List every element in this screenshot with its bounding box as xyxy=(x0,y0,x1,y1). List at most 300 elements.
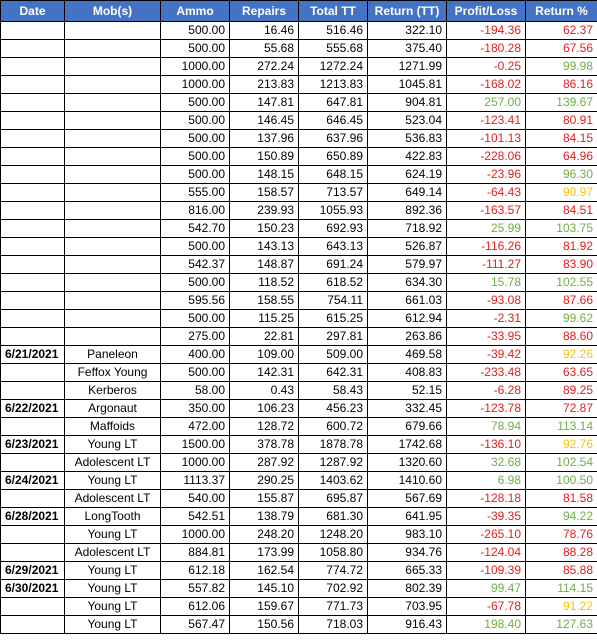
profit-loss-cell[interactable]: 78.94 xyxy=(447,418,526,436)
return-tt-cell[interactable]: 536.83 xyxy=(368,130,447,148)
mob-cell[interactable] xyxy=(65,94,161,112)
return-pct-cell[interactable]: 67.56 xyxy=(526,40,597,58)
return-pct-cell[interactable]: 94.22 xyxy=(526,508,597,526)
profit-loss-cell[interactable]: -93.08 xyxy=(447,292,526,310)
mob-cell[interactable] xyxy=(65,148,161,166)
repairs-cell[interactable]: 239.93 xyxy=(230,202,299,220)
profit-loss-cell[interactable]: -33.95 xyxy=(447,328,526,346)
repairs-cell[interactable]: 158.55 xyxy=(230,292,299,310)
date-cell[interactable]: 6/21/2021 xyxy=(1,346,65,364)
profit-loss-cell[interactable]: -228.06 xyxy=(447,148,526,166)
mob-cell[interactable] xyxy=(65,40,161,58)
date-cell[interactable] xyxy=(1,310,65,328)
table-row xyxy=(1,238,597,256)
date-cell[interactable] xyxy=(1,526,65,544)
mob-cell[interactable] xyxy=(65,328,161,346)
profit-loss-cell[interactable]: -111.27 xyxy=(447,256,526,274)
return-tt-cell[interactable]: 322.10 xyxy=(368,22,447,40)
repairs-cell[interactable]: 55.68 xyxy=(230,40,299,58)
return-pct-cell[interactable]: 80.91 xyxy=(526,112,597,130)
table-row xyxy=(1,382,597,400)
date-cell[interactable]: 6/22/2021 xyxy=(1,400,65,418)
table-row xyxy=(1,436,597,454)
profit-loss-cell[interactable]: 32.68 xyxy=(447,454,526,472)
repairs-cell[interactable]: 173.99 xyxy=(230,544,299,562)
ammo-cell[interactable]: 500.00 xyxy=(161,130,230,148)
table-row xyxy=(1,40,597,58)
repairs-cell[interactable]: 148.87 xyxy=(230,256,299,274)
profit-loss-cell[interactable]: -265.10 xyxy=(447,526,526,544)
ammo-cell[interactable]: 500.00 xyxy=(161,148,230,166)
date-cell[interactable]: 6/24/2021 xyxy=(1,472,65,490)
return-tt-cell[interactable]: 679.66 xyxy=(368,418,447,436)
table-row xyxy=(1,562,597,580)
date-cell[interactable] xyxy=(1,148,65,166)
table-body xyxy=(1,22,597,634)
ammo-cell[interactable]: 612.06 xyxy=(161,598,230,616)
total-tt-cell[interactable]: 648.15 xyxy=(299,166,368,184)
mob-cell[interactable]: Paneleon xyxy=(65,346,161,364)
return-tt-cell[interactable]: 408.83 xyxy=(368,364,447,382)
header-total-tt[interactable]: Total TT xyxy=(299,1,368,22)
total-tt-cell[interactable]: 695.87 xyxy=(299,490,368,508)
mob-cell[interactable] xyxy=(65,184,161,202)
return-tt-cell[interactable]: 634.30 xyxy=(368,274,447,292)
repairs-cell[interactable]: 290.25 xyxy=(230,472,299,490)
profit-loss-cell[interactable]: -39.42 xyxy=(447,346,526,364)
ammo-cell[interactable]: 612.18 xyxy=(161,562,230,580)
date-cell[interactable] xyxy=(1,454,65,472)
total-tt-cell[interactable]: 297.81 xyxy=(299,328,368,346)
ammo-cell[interactable]: 275.00 xyxy=(161,328,230,346)
table-row xyxy=(1,508,597,526)
profit-loss-cell[interactable]: 25.99 xyxy=(447,220,526,238)
ammo-cell[interactable]: 1113.37 xyxy=(161,472,230,490)
return-pct-cell[interactable]: 84.15 xyxy=(526,130,597,148)
total-tt-cell[interactable]: 774.72 xyxy=(299,562,368,580)
ammo-cell[interactable]: 557.82 xyxy=(161,580,230,598)
repairs-cell[interactable]: 155.87 xyxy=(230,490,299,508)
total-tt-cell[interactable]: 702.92 xyxy=(299,580,368,598)
return-pct-cell[interactable]: 90.97 xyxy=(526,184,597,202)
profit-loss-cell[interactable]: -2.31 xyxy=(447,310,526,328)
return-tt-cell[interactable]: 422.83 xyxy=(368,148,447,166)
ammo-cell[interactable]: 500.00 xyxy=(161,112,230,130)
profit-loss-cell[interactable]: -163.57 xyxy=(447,202,526,220)
return-tt-cell[interactable]: 567.69 xyxy=(368,490,447,508)
repairs-cell[interactable]: 138.79 xyxy=(230,508,299,526)
total-tt-cell[interactable]: 692.93 xyxy=(299,220,368,238)
mob-cell[interactable]: Adolescent LT xyxy=(65,544,161,562)
repairs-cell[interactable]: 128.72 xyxy=(230,418,299,436)
return-tt-cell[interactable]: 1271.99 xyxy=(368,58,447,76)
return-tt-cell[interactable]: 916.43 xyxy=(368,616,447,634)
profit-loss-cell[interactable]: -194.36 xyxy=(447,22,526,40)
ammo-cell[interactable]: 542.70 xyxy=(161,220,230,238)
return-tt-cell[interactable]: 983.10 xyxy=(368,526,447,544)
mob-cell[interactable] xyxy=(65,58,161,76)
return-tt-cell[interactable]: 375.40 xyxy=(368,40,447,58)
mob-cell[interactable] xyxy=(65,238,161,256)
repairs-cell[interactable]: 159.67 xyxy=(230,598,299,616)
return-pct-cell[interactable]: 103.75 xyxy=(526,220,597,238)
return-pct-cell[interactable]: 87.66 xyxy=(526,292,597,310)
return-pct-cell[interactable]: 64.96 xyxy=(526,148,597,166)
date-cell[interactable] xyxy=(1,238,65,256)
total-tt-cell[interactable]: 1248.20 xyxy=(299,526,368,544)
total-tt-cell[interactable]: 1055.93 xyxy=(299,202,368,220)
date-cell[interactable] xyxy=(1,184,65,202)
date-cell[interactable] xyxy=(1,490,65,508)
table-row xyxy=(1,400,597,418)
total-tt-cell[interactable]: 600.72 xyxy=(299,418,368,436)
return-pct-cell[interactable]: 62.37 xyxy=(526,22,597,40)
ammo-cell[interactable]: 1000.00 xyxy=(161,454,230,472)
mob-cell[interactable]: Young LT xyxy=(65,580,161,598)
mob-cell[interactable]: Adolescent LT xyxy=(65,490,161,508)
return-pct-cell[interactable]: 127.63 xyxy=(526,616,597,634)
total-tt-cell[interactable]: 618.52 xyxy=(299,274,368,292)
profit-loss-cell[interactable]: -128.18 xyxy=(447,490,526,508)
repairs-cell[interactable]: 150.89 xyxy=(230,148,299,166)
return-pct-cell[interactable]: 72.87 xyxy=(526,400,597,418)
ammo-cell[interactable]: 816.00 xyxy=(161,202,230,220)
ammo-cell[interactable]: 595.56 xyxy=(161,292,230,310)
profit-loss-cell[interactable]: -233.48 xyxy=(447,364,526,382)
date-cell[interactable] xyxy=(1,220,65,238)
date-cell[interactable] xyxy=(1,364,65,382)
profit-loss-cell[interactable]: 6.98 xyxy=(447,472,526,490)
ammo-cell[interactable]: 884.81 xyxy=(161,544,230,562)
date-cell[interactable]: 6/30/2021 xyxy=(1,580,65,598)
date-cell[interactable]: 6/29/2021 xyxy=(1,562,65,580)
repairs-cell[interactable]: 0.43 xyxy=(230,382,299,400)
return-tt-cell[interactable]: 934.76 xyxy=(368,544,447,562)
profit-loss-cell[interactable]: 198.40 xyxy=(447,616,526,634)
return-pct-cell[interactable]: 99.98 xyxy=(526,58,597,76)
date-cell[interactable] xyxy=(1,58,65,76)
profit-loss-cell[interactable]: -23.96 xyxy=(447,166,526,184)
total-tt-cell[interactable]: 643.13 xyxy=(299,238,368,256)
ammo-cell[interactable]: 500.00 xyxy=(161,364,230,382)
mob-cell[interactable]: Young LT xyxy=(65,598,161,616)
profit-loss-cell[interactable]: -101.13 xyxy=(447,130,526,148)
header-return-pct[interactable]: Return % xyxy=(526,1,597,22)
total-tt-cell[interactable]: 713.57 xyxy=(299,184,368,202)
ammo-cell[interactable]: 500.00 xyxy=(161,310,230,328)
profit-loss-cell[interactable]: -109.39 xyxy=(447,562,526,580)
profit-loss-cell[interactable]: -180.28 xyxy=(447,40,526,58)
total-tt-cell[interactable]: 647.81 xyxy=(299,94,368,112)
profit-loss-cell[interactable]: -136.10 xyxy=(447,436,526,454)
mob-cell[interactable] xyxy=(65,310,161,328)
mob-cell[interactable]: Young LT xyxy=(65,616,161,634)
total-tt-cell[interactable]: 754.11 xyxy=(299,292,368,310)
return-pct-cell[interactable]: 88.60 xyxy=(526,328,597,346)
total-tt-cell[interactable]: 718.03 xyxy=(299,616,368,634)
header-ammo[interactable]: Ammo xyxy=(161,1,230,22)
table-row xyxy=(1,256,597,274)
repairs-cell[interactable]: 150.23 xyxy=(230,220,299,238)
total-tt-cell[interactable]: 1403.62 xyxy=(299,472,368,490)
return-tt-cell[interactable]: 523.04 xyxy=(368,112,447,130)
total-tt-cell[interactable]: 681.30 xyxy=(299,508,368,526)
profit-loss-cell[interactable]: -0.25 xyxy=(447,58,526,76)
header-profit-loss[interactable]: Profit/Loss xyxy=(447,1,526,22)
total-tt-cell[interactable]: 1213.83 xyxy=(299,76,368,94)
header-mobs[interactable]: Mob(s) xyxy=(65,1,161,22)
return-tt-cell[interactable]: 469.58 xyxy=(368,346,447,364)
mob-cell[interactable] xyxy=(65,76,161,94)
total-tt-cell[interactable]: 1878.78 xyxy=(299,436,368,454)
ammo-cell[interactable]: 500.00 xyxy=(161,274,230,292)
ammo-cell[interactable]: 500.00 xyxy=(161,40,230,58)
profit-loss-cell[interactable]: -168.02 xyxy=(447,76,526,94)
profit-loss-cell[interactable]: -39.35 xyxy=(447,508,526,526)
mob-cell[interactable]: Argonaut xyxy=(65,400,161,418)
return-pct-cell[interactable]: 139.67 xyxy=(526,94,597,112)
return-tt-cell[interactable]: 332.45 xyxy=(368,400,447,418)
header-return-tt[interactable]: Return (TT) xyxy=(368,1,447,22)
return-pct-cell[interactable]: 88.28 xyxy=(526,544,597,562)
total-tt-cell[interactable]: 646.45 xyxy=(299,112,368,130)
repairs-cell[interactable]: 162.54 xyxy=(230,562,299,580)
mob-cell[interactable]: LongTooth xyxy=(65,508,161,526)
date-cell[interactable] xyxy=(1,616,65,634)
return-tt-cell[interactable]: 52.15 xyxy=(368,382,447,400)
date-cell[interactable] xyxy=(1,112,65,130)
return-tt-cell[interactable]: 802.39 xyxy=(368,580,447,598)
ammo-cell[interactable]: 555.00 xyxy=(161,184,230,202)
return-tt-cell[interactable]: 649.14 xyxy=(368,184,447,202)
return-tt-cell[interactable]: 1320.60 xyxy=(368,454,447,472)
date-cell[interactable] xyxy=(1,418,65,436)
total-tt-cell[interactable]: 58.43 xyxy=(299,382,368,400)
total-tt-cell[interactable]: 691.24 xyxy=(299,256,368,274)
total-tt-cell[interactable]: 1272.24 xyxy=(299,58,368,76)
mob-cell[interactable] xyxy=(65,22,161,40)
date-cell[interactable] xyxy=(1,22,65,40)
date-cell[interactable] xyxy=(1,292,65,310)
ammo-cell[interactable]: 472.00 xyxy=(161,418,230,436)
return-tt-cell[interactable]: 703.95 xyxy=(368,598,447,616)
mob-cell[interactable] xyxy=(65,166,161,184)
return-pct-cell[interactable]: 86.16 xyxy=(526,76,597,94)
return-pct-cell[interactable]: 85.88 xyxy=(526,562,597,580)
repairs-cell[interactable]: 106.23 xyxy=(230,400,299,418)
total-tt-cell[interactable]: 516.46 xyxy=(299,22,368,40)
table-row xyxy=(1,202,597,220)
mob-cell[interactable] xyxy=(65,130,161,148)
return-pct-cell[interactable]: 102.55 xyxy=(526,274,597,292)
repairs-cell[interactable]: 158.57 xyxy=(230,184,299,202)
return-tt-cell[interactable]: 612.94 xyxy=(368,310,447,328)
mob-cell[interactable]: Young LT xyxy=(65,526,161,544)
total-tt-cell[interactable]: 650.89 xyxy=(299,148,368,166)
repairs-cell[interactable]: 213.83 xyxy=(230,76,299,94)
return-tt-cell[interactable]: 1742.68 xyxy=(368,436,447,454)
repairs-cell[interactable]: 118.52 xyxy=(230,274,299,292)
return-tt-cell[interactable]: 579.97 xyxy=(368,256,447,274)
return-tt-cell[interactable]: 718.92 xyxy=(368,220,447,238)
ammo-cell[interactable]: 400.00 xyxy=(161,346,230,364)
table-row xyxy=(1,616,597,634)
repairs-cell[interactable]: 145.10 xyxy=(230,580,299,598)
table-row xyxy=(1,274,597,292)
date-cell[interactable] xyxy=(1,202,65,220)
date-cell[interactable] xyxy=(1,76,65,94)
mob-cell[interactable] xyxy=(65,220,161,238)
ammo-cell[interactable]: 542.51 xyxy=(161,508,230,526)
total-tt-cell[interactable]: 1287.92 xyxy=(299,454,368,472)
ammo-cell[interactable]: 58.00 xyxy=(161,382,230,400)
table-row xyxy=(1,490,597,508)
return-tt-cell[interactable]: 641.95 xyxy=(368,508,447,526)
date-cell[interactable] xyxy=(1,94,65,112)
return-pct-cell[interactable]: 81.58 xyxy=(526,490,597,508)
return-pct-cell[interactable]: 78.76 xyxy=(526,526,597,544)
ammo-cell[interactable]: 500.00 xyxy=(161,94,230,112)
profit-loss-cell[interactable]: -123.78 xyxy=(447,400,526,418)
return-pct-cell[interactable]: 92.76 xyxy=(526,436,597,454)
total-tt-cell[interactable]: 771.73 xyxy=(299,598,368,616)
return-pct-cell[interactable]: 84.51 xyxy=(526,202,597,220)
table-row xyxy=(1,292,597,310)
return-pct-cell[interactable]: 114.15 xyxy=(526,580,597,598)
repairs-cell[interactable]: 142.31 xyxy=(230,364,299,382)
table-row xyxy=(1,166,597,184)
return-pct-cell[interactable]: 100.50 xyxy=(526,472,597,490)
return-pct-cell[interactable]: 83.90 xyxy=(526,256,597,274)
date-cell[interactable] xyxy=(1,328,65,346)
return-tt-cell[interactable]: 665.33 xyxy=(368,562,447,580)
date-cell[interactable]: 6/23/2021 xyxy=(1,436,65,454)
ammo-cell[interactable]: 500.00 xyxy=(161,166,230,184)
repairs-cell[interactable]: 22.81 xyxy=(230,328,299,346)
table-row xyxy=(1,328,597,346)
repairs-cell[interactable]: 143.13 xyxy=(230,238,299,256)
date-cell[interactable] xyxy=(1,598,65,616)
total-tt-cell[interactable]: 555.68 xyxy=(299,40,368,58)
table-row xyxy=(1,22,597,40)
repairs-cell[interactable]: 378.78 xyxy=(230,436,299,454)
mob-cell[interactable]: Kerberos xyxy=(65,382,161,400)
mob-cell[interactable] xyxy=(65,292,161,310)
repairs-cell[interactable]: 150.56 xyxy=(230,616,299,634)
date-cell[interactable] xyxy=(1,274,65,292)
table-row xyxy=(1,76,597,94)
repairs-cell[interactable]: 148.15 xyxy=(230,166,299,184)
ammo-cell[interactable]: 1500.00 xyxy=(161,436,230,454)
return-tt-cell[interactable]: 892.36 xyxy=(368,202,447,220)
return-pct-cell[interactable]: 102.54 xyxy=(526,454,597,472)
date-cell[interactable] xyxy=(1,166,65,184)
mob-cell[interactable] xyxy=(65,274,161,292)
return-pct-cell[interactable]: 92.26 xyxy=(526,346,597,364)
mob-cell[interactable]: Feffox Young xyxy=(65,364,161,382)
date-cell[interactable] xyxy=(1,130,65,148)
repairs-cell[interactable]: 248.20 xyxy=(230,526,299,544)
repairs-cell[interactable]: 115.25 xyxy=(230,310,299,328)
return-tt-cell[interactable]: 1045.81 xyxy=(368,76,447,94)
total-tt-cell[interactable]: 642.31 xyxy=(299,364,368,382)
mob-cell[interactable] xyxy=(65,112,161,130)
return-pct-cell[interactable]: 96.30 xyxy=(526,166,597,184)
ammo-cell[interactable]: 1000.00 xyxy=(161,76,230,94)
ammo-cell[interactable]: 540.00 xyxy=(161,490,230,508)
header-date[interactable]: Date xyxy=(1,1,65,22)
date-cell[interactable] xyxy=(1,256,65,274)
ammo-cell[interactable]: 1000.00 xyxy=(161,58,230,76)
ammo-cell[interactable]: 500.00 xyxy=(161,22,230,40)
return-tt-cell[interactable]: 624.19 xyxy=(368,166,447,184)
return-tt-cell[interactable]: 1410.60 xyxy=(368,472,447,490)
profit-loss-cell[interactable]: -124.04 xyxy=(447,544,526,562)
ammo-cell[interactable]: 542.37 xyxy=(161,256,230,274)
mob-cell[interactable]: Young LT xyxy=(65,562,161,580)
return-pct-cell[interactable]: 113.14 xyxy=(526,418,597,436)
total-tt-cell[interactable]: 637.96 xyxy=(299,130,368,148)
repairs-cell[interactable]: 109.00 xyxy=(230,346,299,364)
profit-loss-cell[interactable]: -67.78 xyxy=(447,598,526,616)
mob-cell[interactable]: Maffoids xyxy=(65,418,161,436)
return-pct-cell[interactable]: 63.65 xyxy=(526,364,597,382)
profit-loss-cell[interactable]: -116.26 xyxy=(447,238,526,256)
mob-cell[interactable]: Young LT xyxy=(65,472,161,490)
return-tt-cell[interactable]: 526.87 xyxy=(368,238,447,256)
ammo-cell[interactable]: 1000.00 xyxy=(161,526,230,544)
profit-loss-cell[interactable]: 15.78 xyxy=(447,274,526,292)
return-pct-cell[interactable]: 81.92 xyxy=(526,238,597,256)
mob-cell[interactable]: Young LT xyxy=(65,436,161,454)
mob-cell[interactable] xyxy=(65,256,161,274)
total-tt-cell[interactable]: 456.23 xyxy=(299,400,368,418)
return-tt-cell[interactable]: 661.03 xyxy=(368,292,447,310)
profit-loss-cell[interactable]: 257.00 xyxy=(447,94,526,112)
return-tt-cell[interactable]: 263.86 xyxy=(368,328,447,346)
repairs-cell[interactable]: 272.24 xyxy=(230,58,299,76)
date-cell[interactable] xyxy=(1,382,65,400)
header-repairs[interactable]: Repairs xyxy=(230,1,299,22)
date-cell[interactable]: 6/28/2021 xyxy=(1,508,65,526)
mob-cell[interactable]: Adolescent LT xyxy=(65,454,161,472)
repairs-cell[interactable]: 147.81 xyxy=(230,94,299,112)
table-row xyxy=(1,130,597,148)
profit-loss-cell[interactable]: -123.41 xyxy=(447,112,526,130)
repairs-cell[interactable]: 16.46 xyxy=(230,22,299,40)
repairs-cell[interactable]: 146.45 xyxy=(230,112,299,130)
profit-loss-cell[interactable]: -6.28 xyxy=(447,382,526,400)
return-pct-cell[interactable]: 99.62 xyxy=(526,310,597,328)
ammo-cell[interactable]: 350.00 xyxy=(161,400,230,418)
mob-cell[interactable] xyxy=(65,202,161,220)
total-tt-cell[interactable]: 615.25 xyxy=(299,310,368,328)
total-tt-cell[interactable]: 1058.80 xyxy=(299,544,368,562)
return-pct-cell[interactable]: 91.22 xyxy=(526,598,597,616)
date-cell[interactable] xyxy=(1,544,65,562)
return-pct-cell[interactable]: 89.25 xyxy=(526,382,597,400)
return-tt-cell[interactable]: 904.81 xyxy=(368,94,447,112)
repairs-cell[interactable]: 287.92 xyxy=(230,454,299,472)
ammo-cell[interactable]: 567.47 xyxy=(161,616,230,634)
total-tt-cell[interactable]: 509.00 xyxy=(299,346,368,364)
date-cell[interactable] xyxy=(1,40,65,58)
profit-loss-cell[interactable]: -64.43 xyxy=(447,184,526,202)
ammo-cell[interactable]: 500.00 xyxy=(161,238,230,256)
repairs-cell[interactable]: 137.96 xyxy=(230,130,299,148)
profit-loss-cell[interactable]: 99.47 xyxy=(447,580,526,598)
table-row xyxy=(1,184,597,202)
